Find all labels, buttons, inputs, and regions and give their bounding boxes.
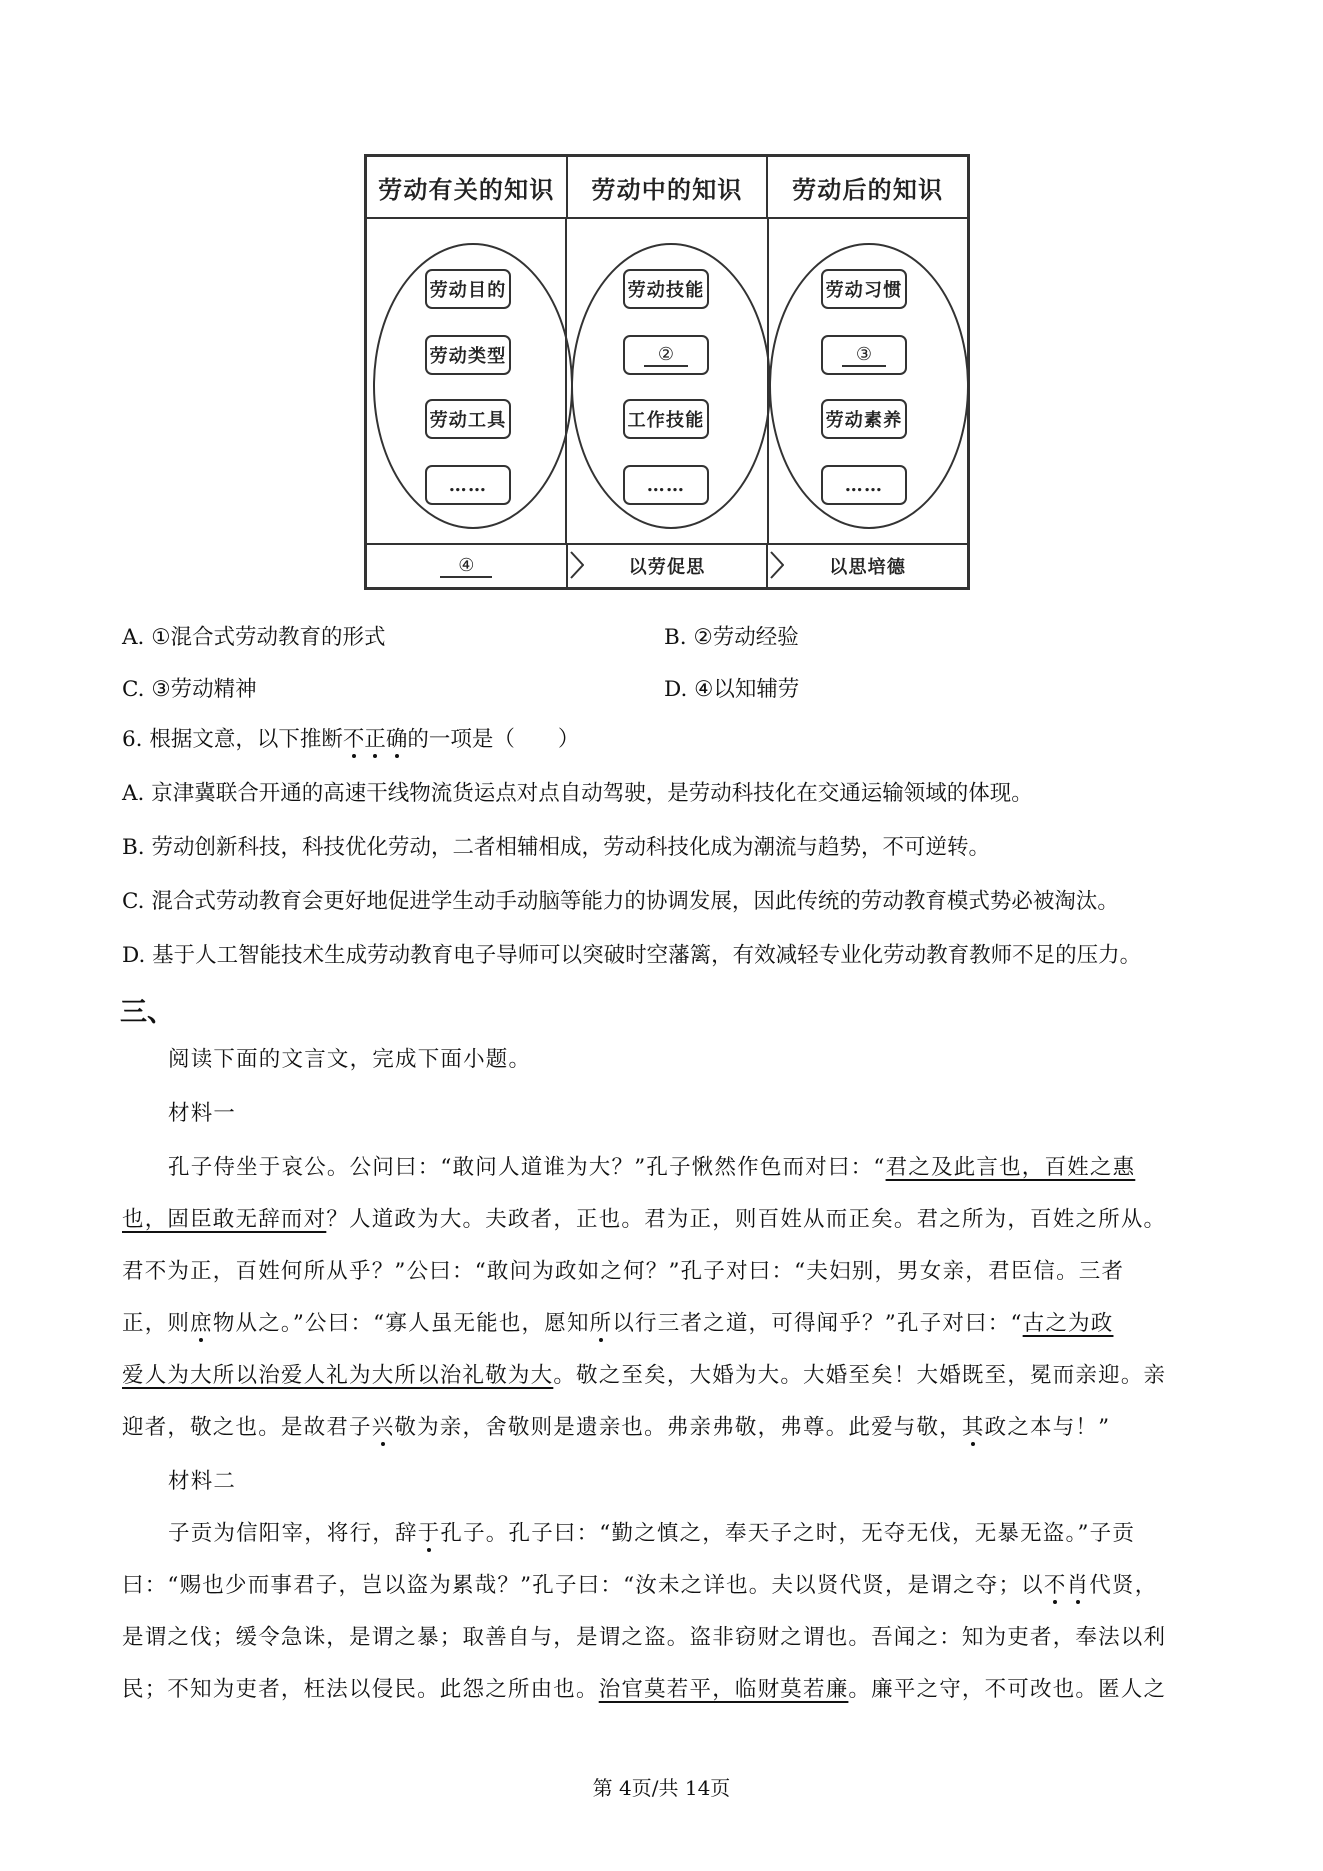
material-2-line: 是谓之伐；缓令急诛，是谓之暴；取善自与，是谓之盗。盗非窃财之谓也。吾闻之：知为吏者，奉法以利 (122, 1625, 1167, 1650)
box-labor-literacy: 劳动素养 (821, 399, 907, 439)
text-run: 迎者，敬之也。是故君子 (122, 1415, 372, 1440)
emphasis-char: 其 (961, 1415, 985, 1440)
chevron-right-icon (570, 551, 584, 579)
blank-2-label: ② (644, 344, 688, 367)
option-5d: D. ④以知辅劳 (664, 677, 800, 702)
emphasis-char: 于 (417, 1521, 441, 1546)
text-run: 以行三者之道，可得闻乎？”孔子对曰：“ (612, 1311, 1023, 1336)
box-labor-purpose: 劳动目的 (425, 269, 511, 309)
blank-4-label: ④ (440, 555, 492, 578)
emphasis-char: 确 (385, 727, 408, 752)
box-ellipsis-1: …… (425, 465, 511, 505)
box-blank-2 (623, 335, 709, 375)
text-run: 民；不知为吏者，枉法以侵民。此怨之所由也。 (122, 1677, 599, 1702)
text-run: 物从之。”公曰：“寡人虽无能也，愿知 (212, 1311, 590, 1336)
box-ellipsis-2: …… (623, 465, 709, 505)
figure-body (367, 219, 967, 545)
text-run: 子贡为信阳宰，将行，辞 (168, 1521, 418, 1546)
material-1-line: 君不为正，百姓何所从乎？”公曰：“敢问为政如之何？”孔子对曰：“夫妇别，男女亲，君臣信。三者 (122, 1259, 1125, 1284)
box-labor-skills: 劳动技能 (623, 269, 709, 309)
box-labor-habits: 劳动习惯 (821, 269, 907, 309)
material-1-title: 材料一 (168, 1101, 237, 1126)
footer-cell-3 (766, 545, 967, 587)
q6-stem-text: 的一项是（ ） (407, 727, 580, 752)
chevron-right-icon (770, 551, 784, 579)
footer-blank-4 (367, 545, 566, 587)
box-blank-3 (821, 335, 907, 375)
figure-header-row (367, 157, 967, 219)
question-6-stem (122, 725, 579, 755)
option-6b: B. 劳动创新科技，科技优化劳动，二者相辅相成，劳动科技化成为潮流与趋势，不可逆转。 (122, 835, 990, 860)
emphasis-char: 不 (342, 727, 365, 752)
option-5c: C. ③劳动精神 (122, 677, 257, 702)
text-run: 。廉平之守，不可改也。匿人之 (848, 1677, 1167, 1702)
option-5a: A. ①混合式劳动教育的形式 (122, 625, 386, 650)
footer-cell-2 (566, 545, 767, 587)
section-heading: 三、 (120, 997, 174, 1028)
text-run: 代贤， (1089, 1573, 1158, 1598)
figure-header-1: 劳动有关的知识 (378, 174, 555, 204)
text-run: 。敬之至矣，大婚为大。大婚至矣！大婚既至，冕而亲迎。亲 (553, 1363, 1167, 1388)
footer-label-3: 以思培德 (829, 557, 907, 578)
material-1-line (122, 1413, 1110, 1443)
option-6c: C. 混合式劳动教育会更好地促进学生动手动脑等能力的协调发展，因此传统的劳动教育模式势必被淘汰。 (122, 889, 1119, 914)
text-run: 敬为亲，舍敬则是遗亲也。弗亲弗敬，弗尊。此爱与敬， (394, 1415, 962, 1440)
blank-3-label: ③ (842, 344, 886, 367)
labor-knowledge-figure (364, 154, 970, 590)
material-1-line (168, 1153, 1135, 1183)
material-1-line (122, 1205, 1166, 1235)
option-5b: B. ②劳动经验 (664, 625, 799, 650)
emphasis-char: 不 (1043, 1573, 1067, 1598)
material-2-line (168, 1519, 1135, 1549)
emphasis-char: 所 (589, 1311, 613, 1336)
underlined-text: 治官莫若平，临财莫若廉 (598, 1677, 849, 1702)
material-1-line (122, 1361, 1166, 1391)
underlined-text: 爱人为大所以治爱人礼为大所以治礼敬为大 (122, 1363, 554, 1388)
material-2-line (122, 1675, 1166, 1705)
footer-label-2: 以劳促思 (628, 557, 706, 578)
text-run: 孔子。孔子曰：“勤之慎之，奉天子之时，无夺无伐，无暴无盗。”子贡 (440, 1521, 1136, 1546)
figure-footer-row (367, 543, 967, 587)
section-intro: 阅读下面的文言文，完成下面小题。 (168, 1047, 532, 1072)
text-run: 曰：“赐也少而事君子，岂以盗为累哉？”孔子曰：“汝未之详也。夫以贤代贤，是谓之夺；以 (122, 1573, 1044, 1598)
underlined-text: 君之及此言也，百姓之惠 (885, 1155, 1136, 1180)
option-6a: A. 京津冀联合开通的高速干线物流货运点对点自动驾驶，是劳动科技化在交通运输领域的体现。 (122, 781, 1033, 806)
box-work-skills: 工作技能 (623, 399, 709, 439)
material-2-line (122, 1571, 1157, 1601)
figure-header-2: 劳动中的知识 (566, 157, 767, 217)
page-number: 第 4页/共 14页 (592, 1776, 731, 1800)
text-run: ？人道政为大。夫政者，正也。君为正，则百姓从而正矣。君之所为，百姓之所从。 (326, 1207, 1167, 1232)
box-ellipsis-3: …… (821, 465, 907, 505)
emphasis-char: 兴 (371, 1415, 395, 1440)
option-6d: D. 基于人工智能技术生成劳动教育电子导师可以突破时空藩篱，有效减轻专业化劳动教育教师不足的压力。 (122, 943, 1142, 968)
box-labor-type: 劳动类型 (425, 335, 511, 375)
box-labor-tools: 劳动工具 (425, 399, 511, 439)
q6-stem-text: 6. 根据文意，以下推断 (122, 727, 343, 752)
text-run: 孔子侍坐于哀公。公问曰：“敢问人道谁为大？”孔子愀然作色而对曰：“ (168, 1155, 886, 1180)
figure-header-3: 劳动后的知识 (766, 157, 967, 217)
underlined-text: 古之为政 (1022, 1311, 1114, 1336)
underlined-text: 也，固臣敢无辞而对 (122, 1207, 327, 1232)
text-run: 正，则 (122, 1311, 191, 1336)
text-run: 政之本与！” (984, 1415, 1111, 1440)
emphasis-char: 庶 (190, 1311, 213, 1336)
emphasis-char: 正 (364, 727, 386, 752)
emphasis-char: 肖 (1066, 1573, 1090, 1598)
material-1-line (122, 1309, 1113, 1339)
material-2-title: 材料二 (168, 1469, 237, 1494)
